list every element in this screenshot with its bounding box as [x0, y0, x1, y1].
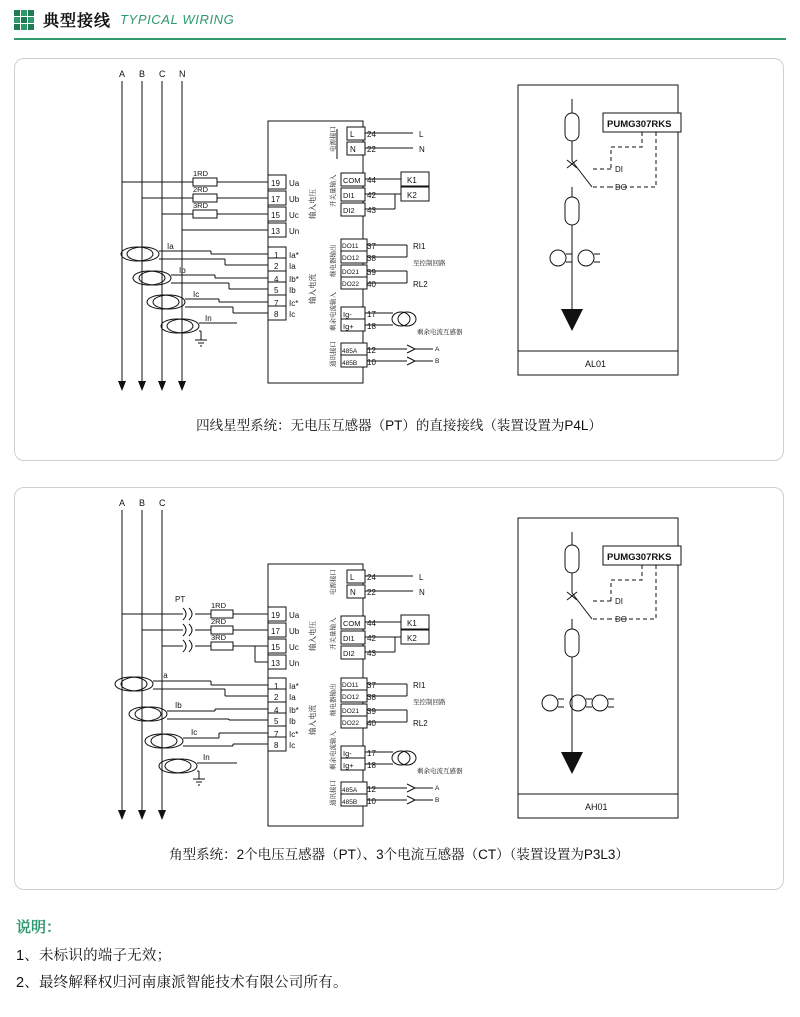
wiring-panel-1 — [14, 58, 784, 461]
terminal-number: 1 — [274, 251, 279, 260]
terminal-name: N — [350, 145, 356, 154]
terminal-name: Uc — [289, 643, 299, 652]
wire-label: N — [419, 588, 425, 597]
terminal-name: 485B — [342, 360, 358, 367]
terminal-number: 42 — [367, 634, 376, 643]
wire-label: RI1 — [413, 242, 426, 251]
terminal-name: Ia* — [289, 251, 299, 260]
terminal-name: Ic — [289, 741, 296, 750]
terminal-number: 38 — [367, 693, 376, 702]
terminal-number: 40 — [367, 719, 376, 728]
notes-section — [16, 916, 776, 998]
terminal-name: DO11 — [342, 682, 359, 689]
terminal-name: Ig- — [343, 310, 352, 319]
cabinet-label: AL01 — [585, 359, 607, 369]
terminal-number: 44 — [367, 619, 376, 628]
group-label-relay: 继电器输出 — [330, 244, 337, 277]
group-label-comm: 通讯接口 — [330, 780, 337, 806]
ct-label: Ia — [161, 671, 168, 680]
terminal-number: 5 — [274, 717, 279, 726]
terminal-name: DI2 — [343, 206, 355, 215]
terminal-name: Ig- — [343, 749, 352, 758]
terminal-number: 22 — [367, 145, 376, 154]
terminal-number: 10 — [367, 358, 376, 367]
terminal-number: 38 — [367, 254, 376, 263]
terminal-number: 17 — [271, 195, 280, 204]
terminal-number: 39 — [367, 268, 376, 277]
terminal-number: 8 — [274, 310, 279, 319]
terminal-name: Ic* — [289, 299, 299, 308]
wire-label: RL2 — [413, 280, 428, 289]
terminal-name: Uc — [289, 211, 299, 220]
ct-label: In — [203, 753, 210, 762]
wire-label: K2 — [407, 634, 417, 643]
terminal-name: DI2 — [343, 649, 355, 658]
terminal-name: DO22 — [342, 720, 359, 727]
pt-label: PT — [175, 595, 186, 604]
terminal-number: 43 — [367, 206, 376, 215]
header-divider — [14, 38, 786, 40]
terminal-number: 2 — [274, 262, 279, 271]
relay-side-label: 至控制回路 — [413, 699, 446, 706]
terminal-name: Ua — [289, 179, 300, 188]
terminal-number: 39 — [367, 707, 376, 716]
residual-wire-label: 剩余电流互感器 — [417, 329, 463, 336]
phase-label: B — [139, 498, 146, 508]
wiring-diagram-delta-2pt-3ct — [15, 488, 785, 838]
terminal-name: Ig+ — [343, 761, 354, 770]
resistor-label: 1RD — [193, 169, 209, 178]
terminal-number: 13 — [271, 659, 280, 668]
terminal-name: Ia — [289, 262, 296, 271]
wire-label: RL2 — [413, 719, 428, 728]
terminal-number: 24 — [367, 573, 376, 582]
terminal-number: 22 — [367, 588, 376, 597]
phase-label: C — [159, 69, 166, 79]
terminal-name: DO11 — [342, 243, 359, 250]
terminal-number: 4 — [274, 706, 279, 715]
terminal-number: 12 — [367, 785, 376, 794]
note-line-2: 2、最终解释权归河南康派智能技术有限公司所有。 — [16, 975, 348, 991]
panel-2-caption: 角型系统：2个电压互感器（PT）、3个电流互感器（CT）（装置设置为P3L3） — [169, 847, 629, 862]
terminal-number: 44 — [367, 176, 376, 185]
group-label-comm: 通讯接口 — [330, 341, 337, 367]
note-line-1: 1、未标识的端子无效； — [16, 948, 172, 964]
wire-label: A — [435, 346, 440, 353]
group-label-di: 开关量输入 — [330, 174, 337, 207]
terminal-name: 485A — [342, 787, 358, 794]
group-label-power: 电源接口 — [330, 569, 337, 595]
ct-label: Ic — [193, 290, 200, 299]
terminal-name: DO21 — [342, 269, 359, 276]
ct-label: Ib — [175, 701, 182, 710]
phase-label: A — [119, 69, 126, 79]
terminal-number: 15 — [271, 643, 280, 652]
terminal-name: Ua — [289, 611, 300, 620]
terminal-number: 10 — [367, 797, 376, 806]
terminal-name: DI1 — [343, 634, 355, 643]
terminal-number: 12 — [367, 346, 376, 355]
terminal-number: 19 — [271, 179, 280, 188]
group-label-voltage: 输入电压 — [308, 189, 317, 219]
terminal-name: N — [350, 588, 356, 597]
terminal-number: 17 — [367, 310, 376, 319]
wire-label: K1 — [407, 619, 417, 628]
group-label-current: 输入电流 — [308, 274, 317, 304]
terminal-name: Ig+ — [343, 322, 354, 331]
terminal-name: 485B — [342, 799, 358, 806]
ct-label: Ib — [179, 266, 186, 275]
terminal-number: 1 — [274, 682, 279, 691]
wire-label: B — [435, 797, 440, 804]
terminal-number: 2 — [274, 693, 279, 702]
terminal-name: 485A — [342, 348, 358, 355]
terminal-number: 19 — [271, 611, 280, 620]
terminal-name: L — [350, 573, 355, 582]
ct-label: Ia — [167, 242, 174, 251]
terminal-name: Ia — [289, 693, 296, 702]
phase-label: B — [139, 69, 146, 79]
page-title-en: TYPICAL WIRING — [120, 12, 235, 27]
terminal-name: Ia* — [289, 682, 299, 691]
ct-label: Ic — [191, 728, 198, 737]
wiring-panel-2 — [14, 487, 784, 890]
do-label: DO — [615, 615, 627, 624]
terminal-name: DI1 — [343, 191, 355, 200]
terminal-number: 13 — [271, 227, 280, 236]
terminal-number: 8 — [274, 741, 279, 750]
terminal-number: 40 — [367, 280, 376, 289]
do-label: DO — [615, 183, 627, 192]
terminal-name: Un — [289, 227, 300, 236]
terminal-number: 17 — [271, 627, 280, 636]
phase-label: N — [179, 69, 186, 79]
terminal-number: 5 — [274, 286, 279, 295]
resistor-label: 2RD — [193, 185, 209, 194]
terminal-name: Ic — [289, 310, 296, 319]
phase-label: A — [119, 498, 126, 508]
group-label-di: 开关量输入 — [330, 617, 337, 650]
resistor-label: 1RD — [211, 601, 227, 610]
terminal-name: Un — [289, 659, 300, 668]
device-label: PUMG307RKS — [607, 119, 672, 130]
terminal-name: DO12 — [342, 694, 359, 701]
terminal-name: DO21 — [342, 708, 359, 715]
phase-label: C — [159, 498, 166, 508]
panel-1-caption: 四线星型系统：无电压互感器（PT）的直接接线（装置设置为P4L） — [196, 418, 602, 433]
wire-label: L — [419, 130, 424, 139]
wire-label: RI1 — [413, 681, 426, 690]
terminal-number: 37 — [367, 681, 376, 690]
terminal-name: Ib — [289, 286, 296, 295]
terminal-number: 24 — [367, 130, 376, 139]
terminal-name: Ib — [289, 717, 296, 726]
terminal-name: Ub — [289, 195, 300, 204]
terminal-name: COM — [343, 619, 361, 628]
terminal-name: COM — [343, 176, 361, 185]
group-label-residual: 剩余电流输入 — [330, 731, 337, 770]
device-label: PUMG307RKS — [607, 552, 672, 563]
wiring-diagram-4-wire-star — [15, 59, 785, 409]
terminal-name: Ib* — [289, 275, 299, 284]
wire-label: B — [435, 358, 440, 365]
resistor-label: 3RD — [193, 201, 209, 210]
grid-logo-icon — [14, 10, 34, 30]
terminal-number: 17 — [367, 749, 376, 758]
terminal-number: 18 — [367, 761, 376, 770]
notes-title: 说明： — [16, 919, 62, 936]
resistor-label: 3RD — [211, 633, 227, 642]
group-label-relay: 继电器输出 — [330, 683, 337, 716]
wire-label: K1 — [407, 176, 417, 185]
cabinet-label: AH01 — [585, 802, 608, 812]
group-label-current: 输入电流 — [308, 705, 317, 735]
terminal-number: 42 — [367, 191, 376, 200]
di-label: DI — [615, 597, 623, 606]
terminal-name: DO22 — [342, 281, 359, 288]
terminal-name: DO12 — [342, 255, 359, 262]
di-label: DI — [615, 165, 623, 174]
wire-label: L — [419, 573, 424, 582]
terminal-number: 15 — [271, 211, 280, 220]
resistor-label: 2RD — [211, 617, 227, 626]
terminal-name: Ub — [289, 627, 300, 636]
wire-label: N — [419, 145, 425, 154]
group-label-voltage: 输入电压 — [308, 621, 317, 651]
terminal-name: L — [350, 130, 355, 139]
relay-side-label: 至控制回路 — [413, 260, 446, 267]
terminal-name: Ic* — [289, 730, 299, 739]
terminal-number: 18 — [367, 322, 376, 331]
ct-label: In — [205, 314, 212, 323]
group-label-power: 电源接口 — [330, 126, 337, 152]
residual-wire-label: 剩余电流互感器 — [417, 768, 463, 775]
terminal-number: 7 — [274, 299, 279, 308]
wire-label: A — [435, 785, 440, 792]
terminal-number: 7 — [274, 730, 279, 739]
terminal-number: 43 — [367, 649, 376, 658]
wire-label: K2 — [407, 191, 417, 200]
terminal-number: 37 — [367, 242, 376, 251]
page-header — [14, 8, 234, 31]
group-label-residual: 剩余电流输入 — [330, 292, 337, 331]
terminal-name: Ib* — [289, 706, 299, 715]
terminal-number: 4 — [274, 275, 279, 284]
page-title-cn: 典型接线 — [43, 13, 112, 30]
